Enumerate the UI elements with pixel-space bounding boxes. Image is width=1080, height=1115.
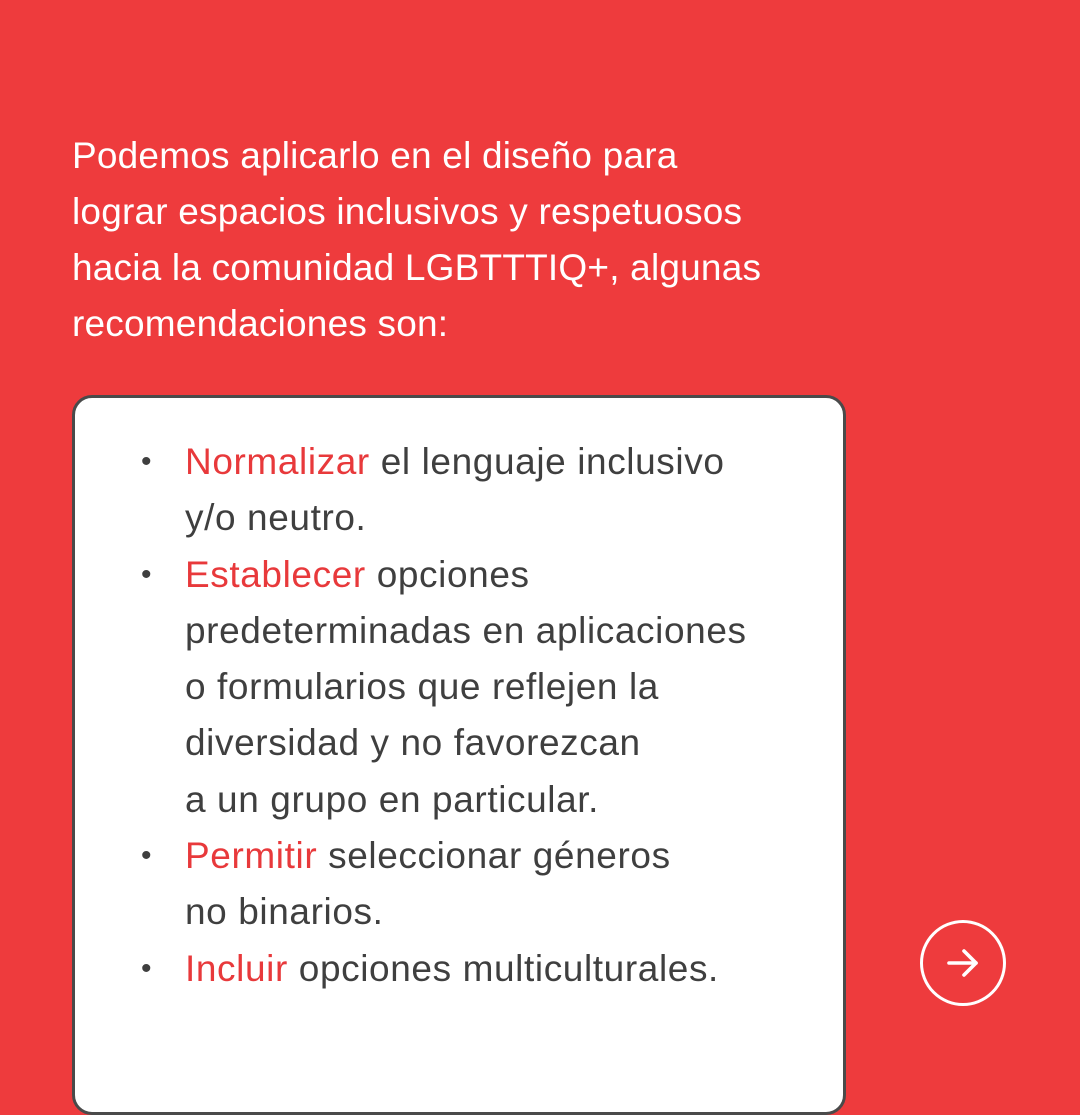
item-highlight: Incluir bbox=[185, 947, 288, 989]
item-line: predeterminadas en aplicaciones bbox=[185, 609, 747, 651]
item-line: diversidad y no favorezcan bbox=[185, 722, 641, 764]
item-text: opciones multiculturales. bbox=[287, 947, 719, 989]
bullet: • bbox=[141, 445, 153, 478]
item-text: opciones bbox=[365, 553, 530, 595]
list-item bbox=[111, 828, 811, 941]
item-highlight: Establecer bbox=[185, 553, 366, 595]
item-line: o formularios que reflejen la bbox=[185, 666, 659, 708]
recommendations-list bbox=[111, 434, 811, 997]
intro-line: hacia la comunidad LGBTTTIQ+, algunas bbox=[72, 247, 762, 288]
arrow-right-icon bbox=[943, 943, 983, 983]
intro-text bbox=[72, 128, 932, 352]
recommendations-card bbox=[72, 395, 846, 1115]
item-first-line bbox=[185, 434, 811, 490]
item-text: seleccionar géneros bbox=[317, 835, 671, 877]
item-text: el lenguaje inclusivo bbox=[369, 441, 725, 482]
item-highlight: Permitir bbox=[185, 835, 318, 877]
item-line: y/o neutro. bbox=[185, 497, 367, 539]
intro-line: Podemos aplicarlo en el diseño para bbox=[72, 135, 678, 176]
item-first-line bbox=[185, 828, 811, 884]
intro-line: recomendaciones son: bbox=[72, 303, 449, 344]
intro-line: lograr espacios inclusivos y respetuosos bbox=[72, 191, 743, 232]
list-item bbox=[111, 547, 811, 828]
list-item bbox=[111, 434, 811, 547]
item-line: a un grupo en particular. bbox=[185, 778, 600, 820]
item-line: no binarios. bbox=[185, 891, 384, 933]
item-first-line bbox=[185, 547, 811, 603]
next-button[interactable] bbox=[920, 920, 1006, 1006]
bullet: • bbox=[141, 839, 153, 873]
bullet: • bbox=[141, 557, 153, 591]
item-highlight: Normalizar bbox=[185, 441, 370, 482]
item-first-line bbox=[185, 941, 811, 997]
list-item bbox=[111, 941, 811, 997]
bullet: • bbox=[141, 951, 153, 985]
